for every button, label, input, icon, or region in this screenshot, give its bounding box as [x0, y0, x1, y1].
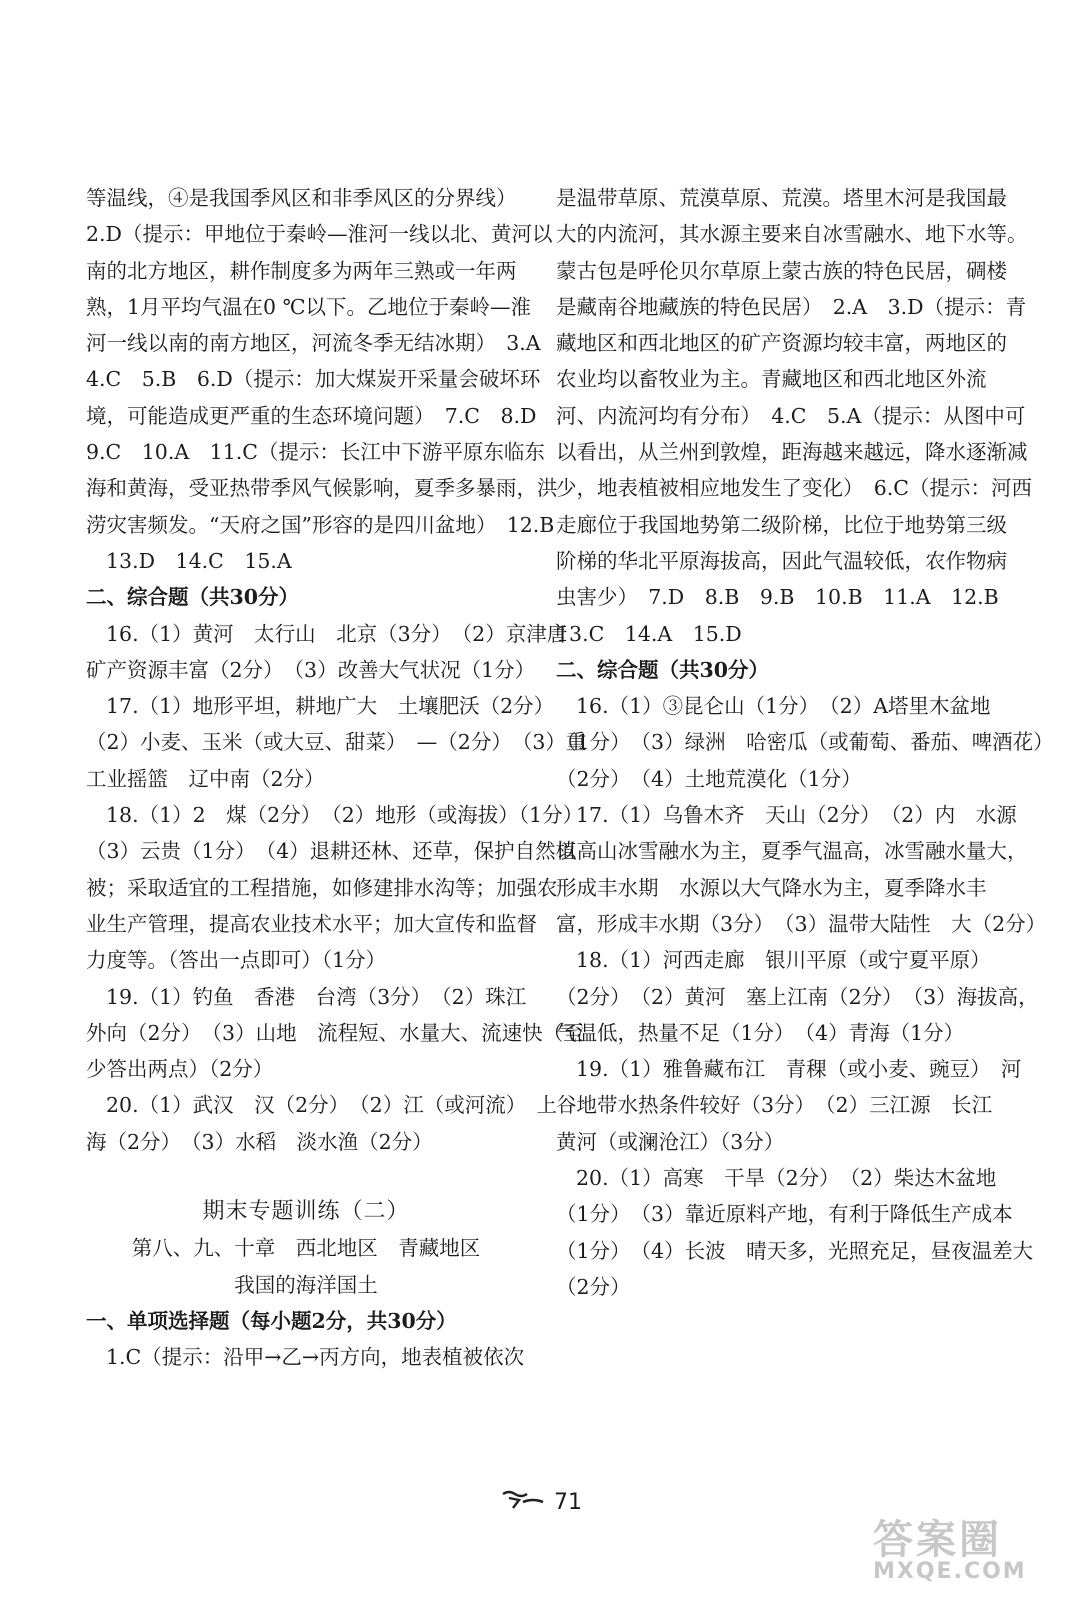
page-number: 71 — [554, 1489, 583, 1515]
text-line: 虫害少） 7.D 8.B 9.B 10.B 11.A 12.B — [556, 585, 999, 610]
text-line: 河、内流河均有分布） 4.C 5.A（提示：从图中可 — [556, 403, 1026, 428]
text-line: 阶梯的华北平原海拔高，因此气温较低，农作物病 — [556, 548, 1007, 573]
text-line: 涝灾害频发。“天府之国”形容的是四川盆地） 12.B — [86, 512, 555, 537]
text-line: 13.D 14.C 15.A — [106, 548, 292, 573]
text-line: 是温带草原、荒漠草原、荒漠。塔里木河是我国最 — [556, 186, 1007, 210]
text-line: 业生产管理，提高农业技术水平；加大宣传和监督 — [86, 911, 537, 936]
section-subtitle: 我国的海洋国土 — [234, 1272, 378, 1297]
right-column — [556, 180, 1054, 1305]
text-line: 20.（1）高寒 干旱（2分） （2）柴达木盆地 — [576, 1166, 997, 1191]
text-line: （1分） （3）靠近原料产地，有利于降低生产成本 — [556, 1202, 1013, 1227]
text-line: 河一线以南的南方地区，河流冬季无结冰期） 3.A — [86, 331, 541, 356]
text-line: 被；采取适宜的工程措施，如修建排水沟等；加强农 — [86, 875, 558, 900]
text-line: 谷地带水热条件较好（3分） （2）三江源 长江 — [556, 1093, 993, 1118]
text-line: 矿产资源丰富（2分） （3）改善大气状况（1分） — [86, 657, 536, 682]
watermark-url: MXQE.COM — [873, 1559, 1027, 1584]
text-line: 是藏南谷地藏族的特色民居） 2.A 3.D（提示：青 — [556, 294, 1027, 319]
watermark-title: 答案圈 — [873, 1517, 1002, 1563]
text-line: （2分） （2）黄河 塞上江南（2分） （3）海拔高， — [556, 984, 1039, 1009]
text-line: 少答出两点）（2分） — [86, 1057, 274, 1082]
text-line: （1分） （4）长波 晴天多，光照充足，昼夜温差大 — [556, 1238, 1034, 1263]
left-column — [86, 180, 587, 1376]
text-line: （3）云贵（1分） （4）退耕还林、还草，保护自然植 — [86, 839, 577, 864]
text-line: 熟，1月平均气温在0 ℃以下。乙地位于秦岭—淮 — [86, 294, 532, 319]
text-line: （2分） （4）土地荒漠化（1分） — [556, 766, 862, 791]
text-line: 以看出，从兰州到敦煌，距海越来越远，降水逐渐减 — [556, 440, 1028, 465]
text-line: 气温低，热量不足（1分） （4）青海（1分） — [556, 1020, 965, 1045]
text-line: 少，地表植被相应地发生了变化） 6.C（提示：河西 — [556, 476, 1032, 501]
text-line: 19.（1）钓鱼 香港 台湾（3分） （2）珠江 — [106, 984, 527, 1009]
section-label: 二、综合题（共30分） — [86, 585, 300, 610]
text-line: 富，形成丰水期（3分） （3）温带大陆性 大（2分） — [556, 911, 1047, 936]
text-line: 2.D（提示：甲地位于秦岭—淮河一线以北、黄河以 — [86, 222, 553, 247]
text-line: 17.（1）乌鲁木齐 天山（2分） （2）内 水源 — [576, 803, 1017, 828]
text-line: 9.C 10.A 11.C（提示：长江中下游平原东临东 — [86, 440, 545, 465]
text-line: 藏地区和西北地区的矿产资源均较丰富，两地区的 — [556, 331, 1007, 356]
text-line: 黄河（或澜沧江）（3分） — [556, 1129, 785, 1154]
text-line: 海和黄海，受亚热带季风气候影响，夏季多暴雨，洪 — [86, 476, 558, 501]
text-line: 1.C（提示：沿甲→乙→丙方向，地表植被依次 — [106, 1345, 525, 1370]
section-label: 二、综合题（共30分） — [556, 657, 770, 682]
text-line: 海（2分） （3）水稻 淡水渔（2分） — [86, 1129, 433, 1154]
text-line: 工业摇篮 辽中南（2分） — [86, 766, 325, 791]
text-line: （1分） （3）绿洲 哈密瓜（或葡萄、番茄、啤酒花） — [556, 730, 1054, 755]
text-line: 外向（2分） （3）山地 流程短、水量大、流速快（至 — [86, 1020, 584, 1045]
text-line: 形成丰水期 水源以大气降水为主，夏季降水丰 — [556, 875, 987, 900]
text-line: 18.（1）2 煤（2分） （2）地形（或海拔）（1分） — [106, 803, 584, 828]
text-line: 16.（1）黄河 太行山 北京（3分） （2）京津唐 — [106, 621, 568, 646]
section-subtitle: 第八、九、十章 西北地区 青藏地区 — [131, 1236, 481, 1261]
text-line: （2）小麦、玉米（或大豆、甜菜） —（2分） （3）重 — [86, 730, 587, 755]
text-line: 4.C 5.B 6.D（提示：加大煤炭开采量会破坏环 — [86, 367, 541, 392]
text-line: 19.（1）雅鲁藏布江 青稞（或小麦、豌豆） 河 — [576, 1057, 1022, 1082]
text-line: 18.（1）河西走廊 银川平原（或宁夏平原） — [576, 948, 991, 973]
text-line: 农业均以畜牧业为主。青藏地区和西北地区外流 — [556, 367, 987, 392]
text-line: （2分） — [556, 1274, 631, 1299]
text-line: 16.（1）③昆仑山（1分） （2）A塔里木盆地 — [576, 694, 991, 719]
text-line: 大的内流河，其水源主要来自冰雪融水、地下水等。 — [556, 222, 1028, 247]
text-line: 力度等。（答出一点即可）（1分） — [86, 948, 387, 973]
calligraphy-mark-icon — [499, 1488, 545, 1516]
section-title: 期末专题训练（二） — [202, 1199, 410, 1225]
text-line: 20.（1）武汉 汉（2分） （2）江（或河流） 上 — [106, 1093, 557, 1118]
text-line: 等温线，④是我国季风区和非季风区的分界线） — [86, 186, 517, 210]
text-line: 蒙古包是呼伦贝尔草原上蒙古族的特色民居，碉楼 — [556, 258, 1007, 283]
text-line: 境，可能造成更严重的生态环境问题） 7.C 8.D — [86, 403, 537, 428]
text-line: 南的北方地区，耕作制度多为两年三熟或一年两 — [86, 258, 517, 283]
text-line: 走廊位于我国地势第二级阶梯，比位于地势第三级 — [556, 512, 1007, 537]
text-line: 13.C 14.A 15.D — [556, 621, 742, 646]
section-label: 一、单项选择题（每小题2分，共30分） — [86, 1308, 457, 1333]
text-line: 17.（1）地形平坦，耕地广大 土壤肥沃（2分） — [106, 694, 555, 719]
text-line: 以高山冰雪融水为主，夏季气温高，冰雪融水量大， — [556, 839, 1028, 864]
watermark — [873, 1508, 1063, 1588]
